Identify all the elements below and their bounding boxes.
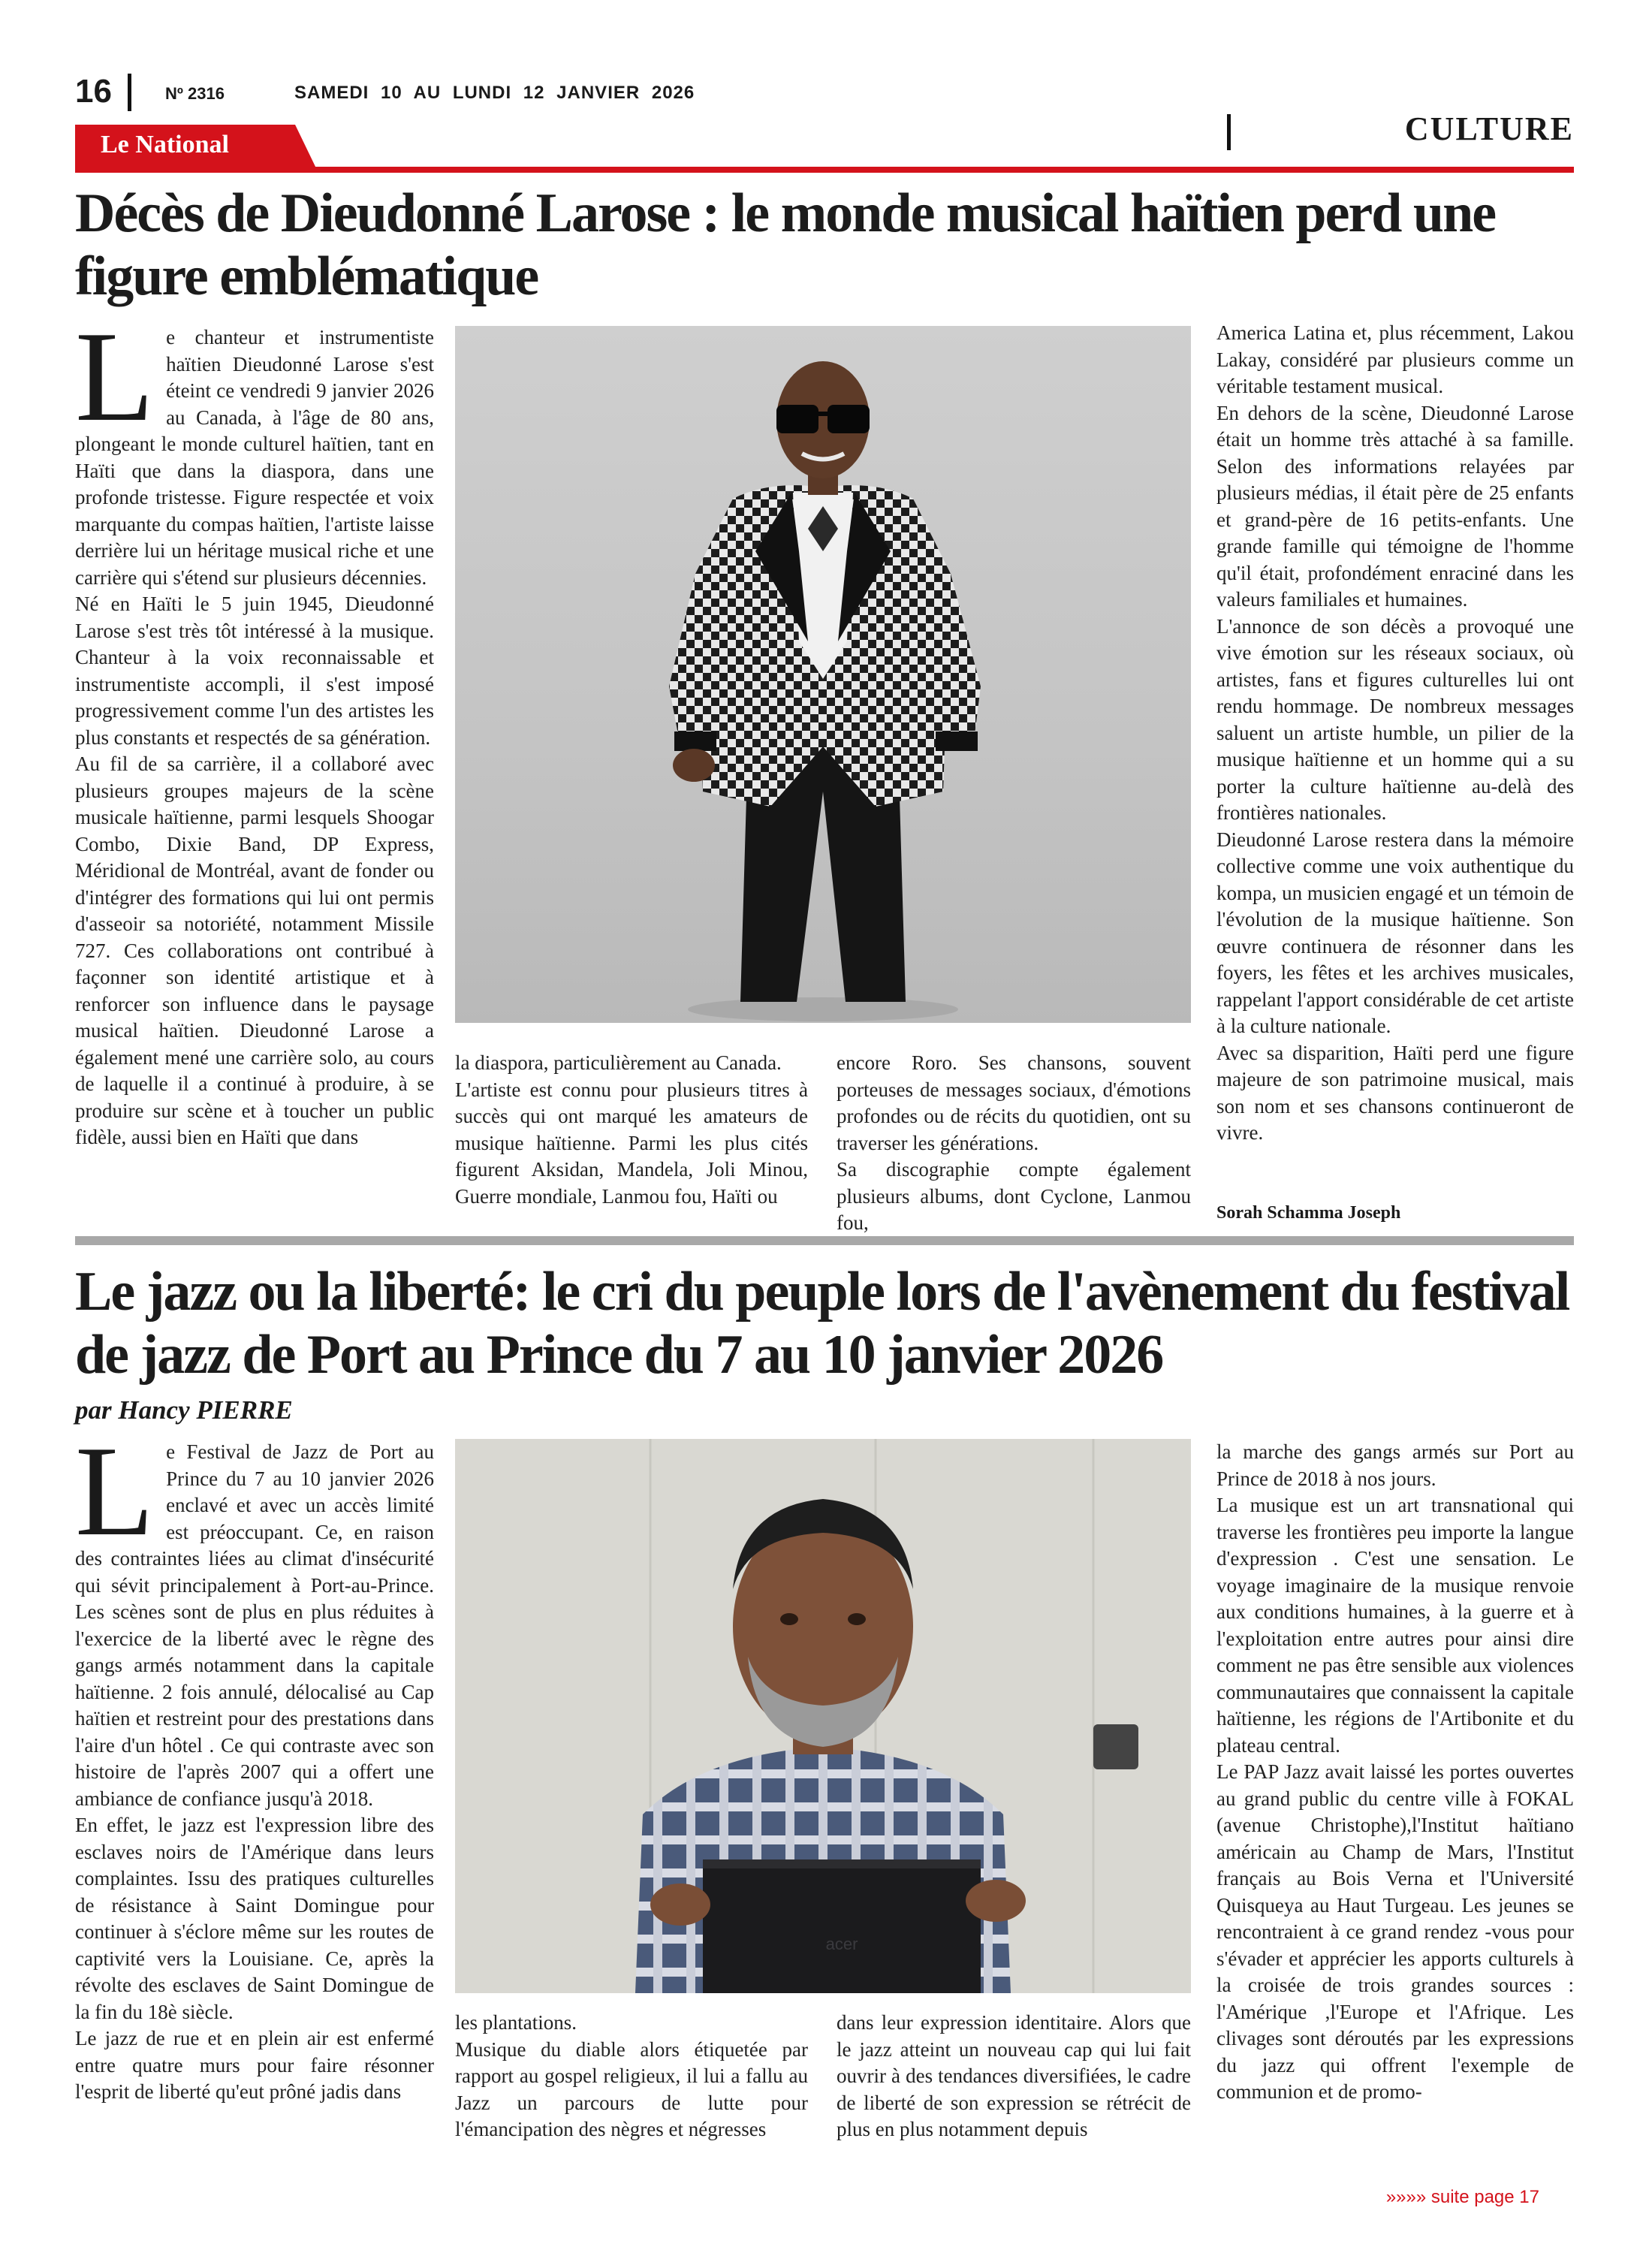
paragraph: Musique du diable alors étiquetée par rapport au gospel religieux, il lui a fallu au Jazz un parcours de lutte pour l'émancipation des nègres et négresses xyxy=(455,2037,808,2140)
article2-headline: Le jazz ou la liberté: le cri du peuple lors de l'avènement du festival de jazz de Port au Prince du 7 au 10 janvier 2026 xyxy=(75,1261,1569,1386)
paragraph: Dieudonné Larose restera dans la mémoire collective comme une voix authentique du kompa, un musicien engagé et un témoin de l'évolution de la musique haïtienne. Son œuvre continuera de résonner dans les foyers, les fêtes et les archives musicales, rappelant l'apport considérable de cet artiste à la culture nationale. xyxy=(1216,828,1574,1037)
page-number: 16 xyxy=(75,73,112,110)
header-divider xyxy=(128,74,131,111)
drop-cap: L xyxy=(75,306,155,448)
article1-headline: Décès de Dieudonné Larose : le monde musical haïtien perd une figure emblématique xyxy=(75,182,1496,307)
paragraph: encore Roro. Ses chansons, souvent porteuses de messages sociaux, d'émotions profondes ou de récits du quotidien, ont su traverser les générations. xyxy=(837,1051,1191,1154)
paragraph: les plantations. xyxy=(455,2011,577,2034)
paragraph: e chanteur et instrumentiste haïtien Dieudonné Larose s'est éteint ce vendredi 9 janvier 2026 au Canada, à l'âge de 80 ans, plongeant le monde culturel haïtien, tant en Haïti que dans la diaspora, dans une profonde tristesse. Figure respectée et voix marquante du compas haïtien, l'artiste laisse derrière lui un héritage musical riche et une carrière qui s'étend sur plusieurs décennies. xyxy=(75,326,434,589)
portrait-illustration xyxy=(455,1439,1191,1993)
article1-author: Sorah Schamma Joseph xyxy=(1216,1203,1401,1223)
issue-number: Nº 2316 xyxy=(165,84,225,103)
paragraph: e Festival de Jazz de Port au Prince du 7 au 10 janvier 2026 enclavé et avec un accès limité est préoccupant. Ce, en raison des contraintes liées au climat d'insécurité qui sévit principalement à Port-au-Prince. Les scènes sont de plus en plus réduites à l'exercice de la liberté avec le règne des gangs armés notamment dans la capitale haïtienne. 2 fois annulé, délocalisé au Cap haïtien et restreint pour des prestations dans l'aire d'un hôtel . Ce qui contraste avec son histoire de l'après 2007 qui a offert une ambiance de confiance jusqu'à 2018. xyxy=(75,1440,434,1810)
paragraph: America Latina et, plus récemment, Lakou Lakay, considéré par plusieurs comme un véritable testament musical. xyxy=(1216,321,1574,397)
portrait-illustration xyxy=(455,326,1191,1023)
paragraph: la marche des gangs armés sur Port au Prince de 2018 à nos jours. xyxy=(1216,1440,1574,1490)
paragraph: En effet, le jazz est l'expression libre des esclaves noirs de l'Amérique dans leurs complaintes. Issu des pratiques culturelles de résistance à Saint Domingue pour continuer à s'éclore même sur les routes de captivité vers la Louisiane. Ce, après la révolte des esclaves de Saint Domingue de la fin du 18è siècle. xyxy=(75,1814,434,2023)
paragraph: La musique est un art transnational qui traverse les frontières peu importe la langue d'expression . C'est une sensation. Le voyage imaginaire de la musique renvoie aux conditions humaines, à la guerre et à l'exploitation entre autres pour ainsi dire comment ne pas être sensible aux violences communautaires que connaissent la capitale haïtienne, les régions de l'Artibonite et du plateau central. xyxy=(1216,1494,1574,1757)
article2-column-3 xyxy=(837,2010,1191,2143)
paragraph: En dehors de la scène, Dieudonné Larose était un homme très attaché à sa famille. Selon des informations relayées par plusieurs médias, il était père de 25 enfants et grand-père de 16 petits-enfants. Une grande famille qui témoigne de l'homme qu'il était, profondément enraciné dans les valeurs familiales et humaines. xyxy=(1216,401,1574,611)
article1-column-1 xyxy=(75,306,434,1151)
continued-link[interactable]: »»»» suite page 17 xyxy=(1385,2187,1539,2207)
publication-name: Le National xyxy=(101,131,229,158)
article1-photo xyxy=(455,326,1191,1023)
article2-column-4 xyxy=(1216,1439,1574,2106)
paragraph: Né en Haïti le 5 juin 1945, Dieudonné Larose s'est très tôt intéressé à la musique. Chanteur à la voix reconnaissable et instrumentiste accompli, il s'est imposé progressivement comme l'un des artistes les plus constants et respectés de sa génération. xyxy=(75,593,434,749)
article-separator xyxy=(75,1236,1574,1245)
drop-cap: L xyxy=(75,1420,155,1563)
article2-column-2 xyxy=(455,2010,808,2143)
paragraph: la diaspora, particulièrement au Canada. xyxy=(455,1051,782,1074)
article2-column-1 xyxy=(75,1420,434,2106)
article1-column-4 xyxy=(1216,320,1574,1147)
paragraph: L'artiste est connu pour plusieurs titres à succès qui ont marqué les amateurs de musique haïtienne. Parmi les plus cités figurent Aksidan, Mandela, Joli Minou, Guerre mondiale, Lanmou fou, Haïti ou xyxy=(455,1078,808,1208)
paragraph: Sa discographie compte également plusieurs albums, dont Cyclone, Lanmou fou, xyxy=(837,1158,1191,1234)
article1-column-2 xyxy=(455,1050,808,1210)
laptop-logo: acer xyxy=(825,1935,858,1953)
section-divider xyxy=(1227,114,1231,150)
article2-photo xyxy=(455,1439,1191,1993)
paragraph: Le PAP Jazz avait laissé les portes ouvertes au grand public du centre ville à FOKAL (avenue Christophe),l'Institut haïtiano américain au Champ de Mars, l'Institut français au Bois Verna et l'Université Quisqueya au Haut Turgeau. Les jeunes se rencontraient à ce grand rendez -vous pour s'évader et apprécier les apports culturels à la croisée de trois grandes sources : l'Amérique ,l'Europe et l'Afrique. Les clivages sont déroutés par les expressions du jazz qui offrent l'exemple de communion et de promo- xyxy=(1216,1760,1574,2103)
article1-column-3 xyxy=(837,1050,1191,1237)
paragraph: L'annonce de son décès a provoqué une vive émotion sur les réseaux sociaux, où artistes, fans et figures culturelles lui ont rendu hommage. De nombreux messages saluent un artiste humble, un pilier de la musique haïtienne et un homme qui a su porter la culture haïtienne au-delà des frontières nationales. xyxy=(1216,614,1574,824)
issue-date: SAMEDI 10 AU LUNDI 12 JANVIER 2026 xyxy=(294,83,695,103)
paragraph: Au fil de sa carrière, il a collaboré avec plusieurs groupes majeurs de la scène musicale haïtienne, parmi lesquels Shoogar Combo, Dixie Band, DP Express, Méridional de Montréal, avant de fonder ou d'intégrer des formations qui lui ont permis d'asseoir sa notoriété, notamment Missile 727. Ces collaborations ont contribué à façonner son identité artistique et à renforcer son influence dans le paysage musical haïtien. Dieudonné Larose a également mené une carrière solo, au cours de laquelle il a continué à produire, à se produire sur scène et à toucher un public fidèle, aussi bien en Haïti que dans xyxy=(75,753,434,1148)
paragraph: dans leur expression identitaire. Alors que le jazz atteint un nouveau cap qui lui fait ouvrir à des tendances diversifiées, le cadre de liberté de son expression se rétrécit de plus en plus notamment depuis xyxy=(837,2011,1191,2140)
paragraph: Avec sa disparition, Haïti perd une figure majeure de son patrimoine musical, mais son nom et ses chansons continueront de vivre. xyxy=(1216,1041,1574,1144)
section-title: CULTURE xyxy=(1404,110,1574,147)
article2-byline: par Hancy PIERRE xyxy=(75,1395,293,1425)
paragraph: Le jazz de rue et en plein air est enfermé entre quatre murs pour faire résonner l'esprit de liberté qu'eut prôné jadis dans xyxy=(75,2027,434,2103)
header-rule xyxy=(75,167,1574,173)
